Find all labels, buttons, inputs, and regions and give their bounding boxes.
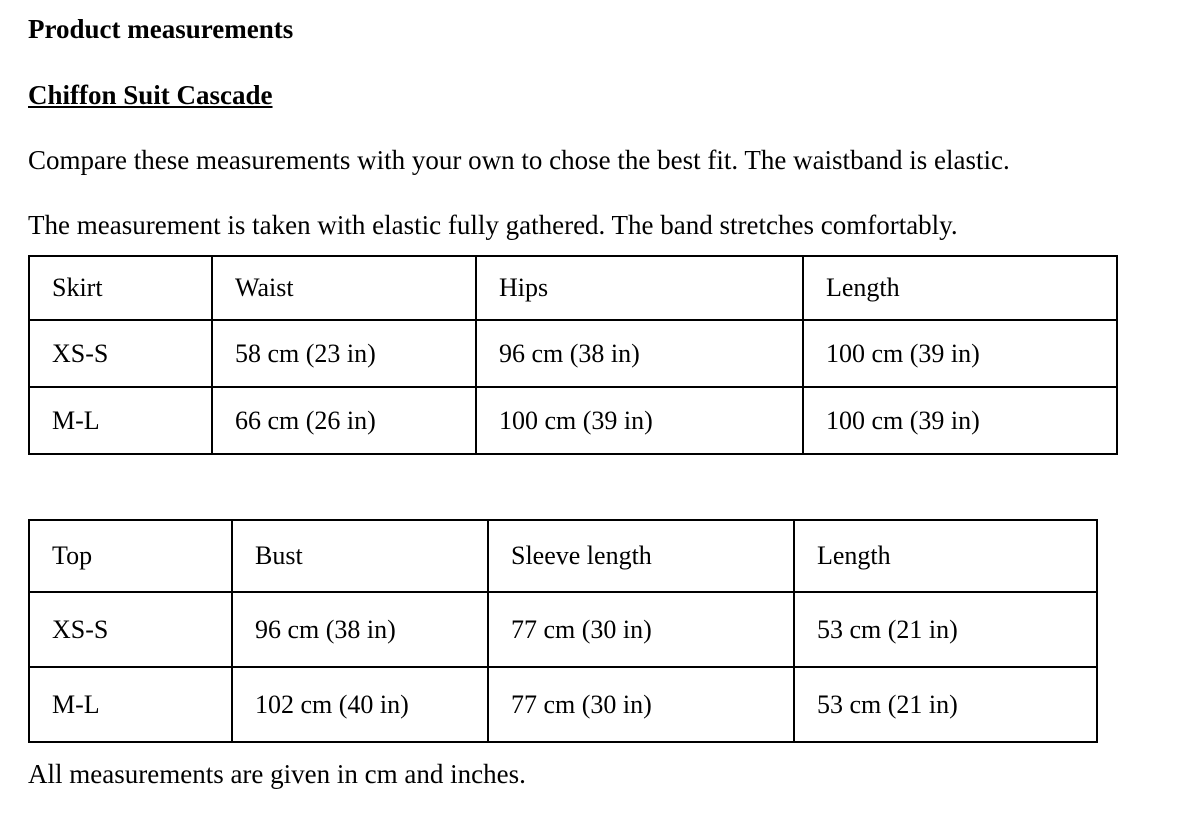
sleeve-value-cell: 77 cm (30 in) [488,592,794,667]
hips-value-cell: 96 cm (38 in) [476,320,803,387]
length-header-cell: Length [803,256,1117,320]
length-value-cell: 53 cm (21 in) [794,667,1097,742]
product-name-heading: Chiffon Suit Cascade [28,80,273,111]
top-table-row-xs-s [29,592,1097,667]
size-cell: M-L [29,667,232,742]
size-cell: XS-S [29,320,212,387]
length-value-cell: 100 cm (39 in) [803,387,1117,454]
bust-header-cell: Bust [232,520,488,592]
waist-value-cell: 58 cm (23 in) [212,320,476,387]
sleeve-value-cell: 77 cm (30 in) [488,667,794,742]
skirt-table-row-m-l [29,387,1117,454]
length-header-cell: Length [794,520,1097,592]
waist-header-cell: Waist [212,256,476,320]
waist-value-cell: 66 cm (26 in) [212,387,476,454]
skirt-table-header-row [29,256,1117,320]
sleeve-length-header-cell: Sleeve length [488,520,794,592]
size-cell: XS-S [29,592,232,667]
length-value-cell: 100 cm (39 in) [803,320,1117,387]
top-table-header-row [29,520,1097,592]
skirt-measurements-table [28,255,1118,455]
bust-value-cell: 102 cm (40 in) [232,667,488,742]
top-table-row-m-l [29,667,1097,742]
hips-value-cell: 100 cm (39 in) [476,387,803,454]
page-title: Product measurements [28,14,294,44]
intro-paragraph-2: The measurement is taken with elastic fully gathered. The band stretches comfortably. [28,210,958,241]
footer-note: All measurements are given in cm and inches. [28,759,526,790]
size-cell: M-L [29,387,212,454]
top-measurements-table [28,519,1098,743]
length-value-cell: 53 cm (21 in) [794,592,1097,667]
top-header-cell: Top [29,520,232,592]
bust-value-cell: 96 cm (38 in) [232,592,488,667]
skirt-header-cell: Skirt [29,256,212,320]
hips-header-cell: Hips [476,256,803,320]
intro-paragraph-1: Compare these measurements with your own to chose the best fit. The waistband is elastic. [28,145,1010,176]
skirt-table-row-xs-s [29,320,1117,387]
